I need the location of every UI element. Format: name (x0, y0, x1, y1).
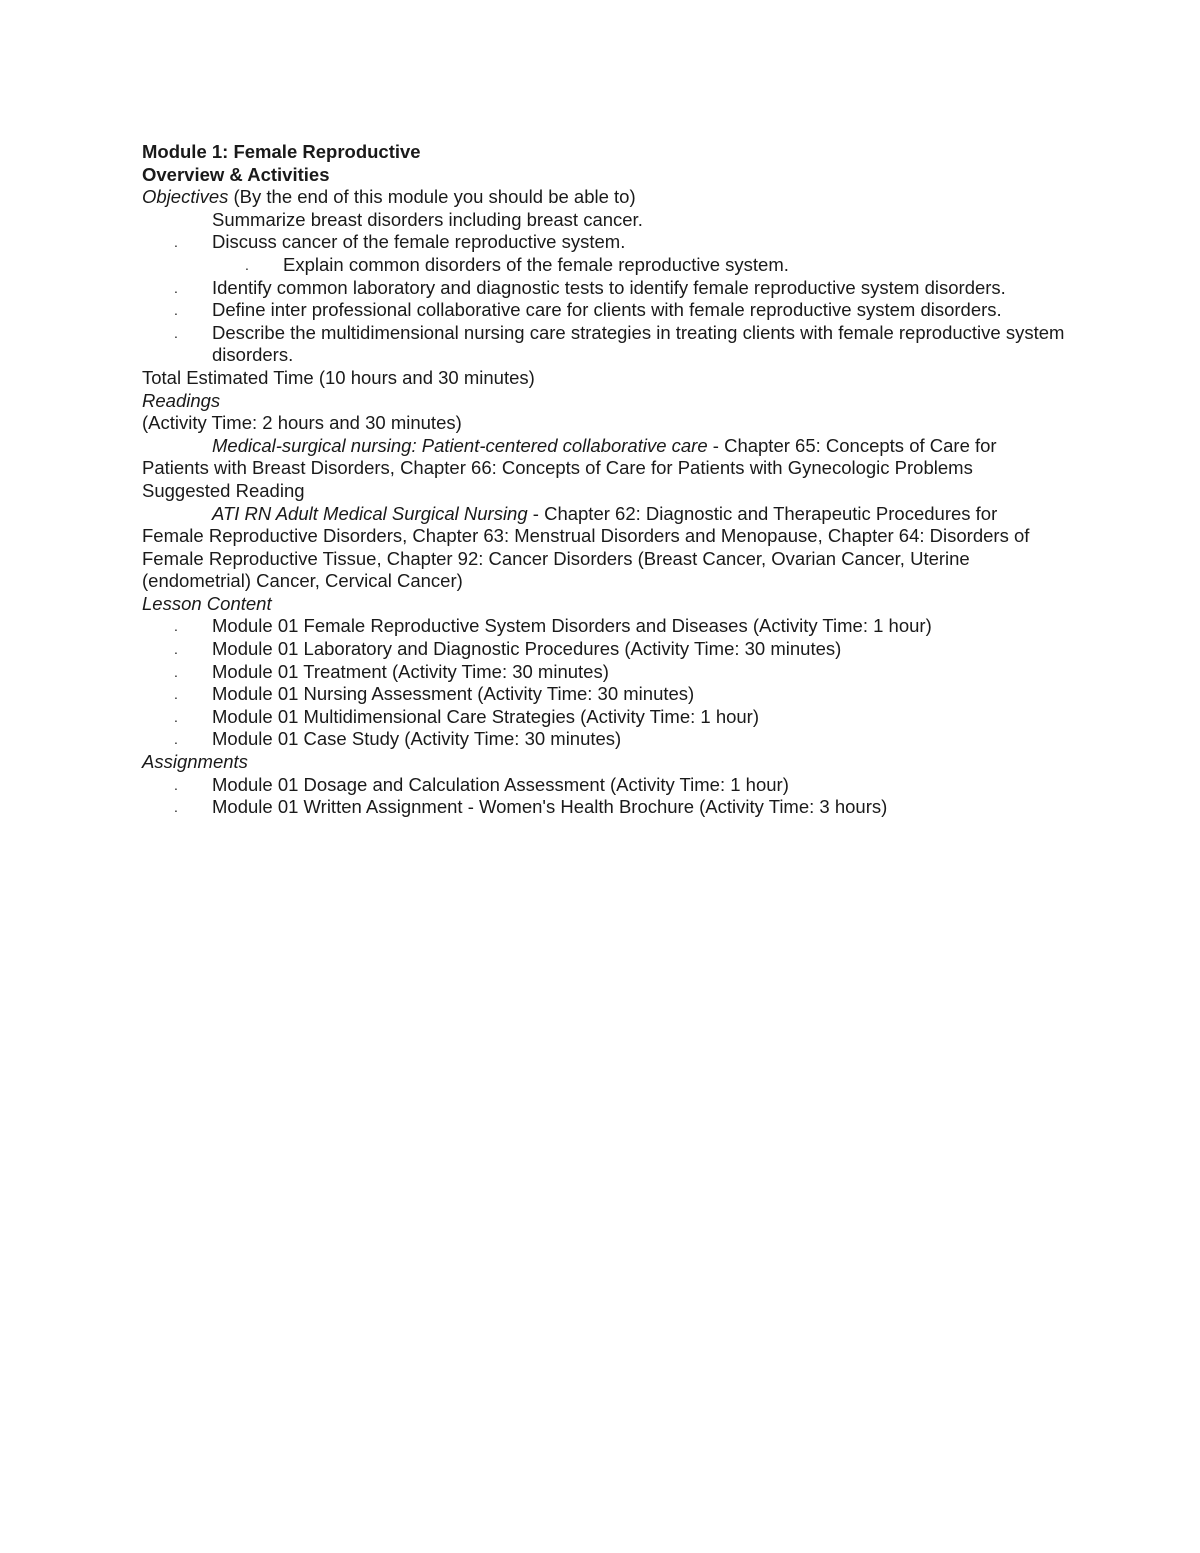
objective-item (142, 209, 1142, 232)
objective-item (142, 299, 1142, 322)
book-title: ATI RN Adult Medical Surgical Nursing (212, 502, 528, 524)
assignment-text: Module 01 Written Assignment - Women's Health Brochure (Activity Time: 3 hours) (212, 796, 888, 818)
book-chapters: - Chapter 62: Diagnostic and Therapeutic Procedures for Female Reproductive Disorders, Chapter 63: Menstrual Disorders and Menopause, Chapter 64: Disorders of Female Reproductive Tissue, Chapter 92: Cancer Disorders (Breast Cancer, Ovarian Cancer, Uterine (endometrial) Cancer, Cervical Cancer) (142, 502, 1030, 592)
objective-item (142, 254, 1142, 277)
lesson-text: Module 01 Treatment (Activity Time: 30 minutes) (212, 660, 609, 682)
bullet-marker: . (174, 731, 178, 748)
suggested-reading (142, 503, 1052, 593)
bullet-marker: . (174, 279, 178, 296)
lesson-item (142, 683, 1142, 706)
objective-item (142, 277, 1142, 300)
assignment-item (142, 774, 1142, 797)
bullet-marker: . (174, 618, 178, 635)
document-page (142, 141, 1142, 819)
bullet-marker: . (174, 708, 178, 725)
bullet-marker: . (174, 686, 178, 703)
page-subtitle: Overview & Activities (142, 163, 330, 185)
objective-text: Explain common disorders of the female reproductive system. (283, 253, 789, 275)
objectives-intro: (By the end of this module you should be able to) (228, 186, 636, 208)
required-reading (142, 435, 1052, 480)
lesson-item (142, 615, 1142, 638)
bullet-marker: . (174, 799, 178, 816)
objectives-heading (142, 186, 1142, 209)
bullet-marker: . (174, 663, 178, 680)
objectives-label: Objectives (142, 186, 229, 208)
lesson-text: Module 01 Laboratory and Diagnostic Procedures (Activity Time: 30 minutes) (212, 638, 842, 660)
readings-heading: Readings (142, 389, 221, 411)
bullet-marker: . (174, 641, 178, 658)
lesson-text: Module 01 Multidimensional Care Strategies (Activity Time: 1 hour) (212, 705, 760, 727)
assignment-text: Module 01 Dosage and Calculation Assessment (Activity Time: 1 hour) (212, 773, 789, 795)
lesson-item (142, 638, 1142, 661)
bullet-marker: . (174, 776, 178, 793)
bullet-marker: . (174, 234, 178, 251)
bullet-marker: . (245, 256, 249, 273)
objective-text: Discuss cancer of the female reproductive system. (212, 231, 626, 253)
objective-text: Describe the multidimensional nursing care strategies in treating clients with female reproductive system disorders. (212, 321, 1065, 366)
readings-activity-time: (Activity Time: 2 hours and 30 minutes) (142, 412, 462, 434)
lesson-item (142, 661, 1142, 684)
book-chapters: - Chapter 65: Concepts of Care for Patients with Breast Disorders, Chapter 66: Concepts of Care for Patients with Gynecologic Problems (142, 434, 997, 479)
lesson-text: Module 01 Nursing Assessment (Activity Time: 30 minutes) (212, 683, 695, 705)
objective-text: Summarize breast disorders including breast cancer. (212, 208, 643, 230)
suggested-reading-heading: Suggested Reading (142, 479, 305, 501)
bullet-marker: . (174, 302, 178, 319)
lesson-item (142, 728, 1142, 751)
lesson-content-heading: Lesson Content (142, 592, 272, 614)
objective-item (142, 231, 1142, 254)
book-title: Medical-surgical nursing: Patient-centered collaborative care (212, 434, 708, 456)
objective-item (142, 322, 1072, 367)
objective-text: Define inter professional collaborative care for clients with female reproductive system disorders. (212, 299, 1002, 321)
lesson-item (142, 706, 1142, 729)
assignments-heading: Assignments (142, 751, 248, 773)
assignment-item (142, 796, 1142, 819)
bullet-marker: . (174, 324, 178, 341)
page-title: Module 1: Female Reproductive (142, 141, 421, 162)
total-estimated-time: Total Estimated Time (10 hours and 30 minutes) (142, 366, 535, 388)
objective-text: Identify common laboratory and diagnostic tests to identify female reproductive system disorders. (212, 276, 1006, 298)
lesson-text: Module 01 Case Study (Activity Time: 30 minutes) (212, 728, 622, 750)
lesson-text: Module 01 Female Reproductive System Disorders and Diseases (Activity Time: 1 hour) (212, 615, 932, 637)
